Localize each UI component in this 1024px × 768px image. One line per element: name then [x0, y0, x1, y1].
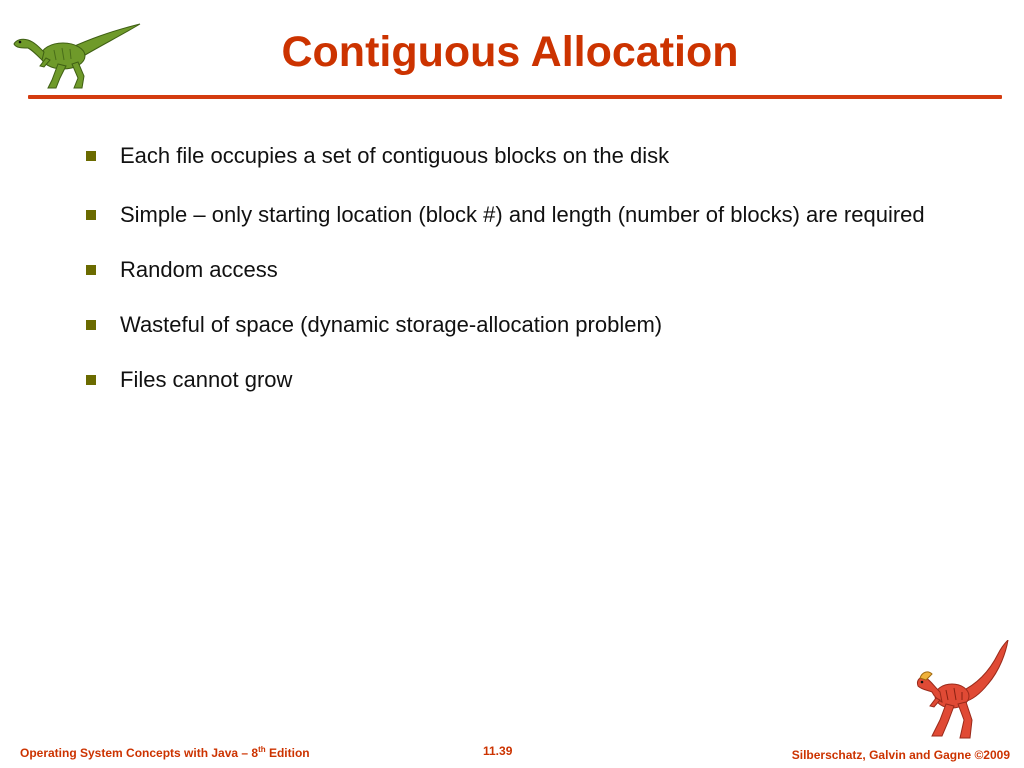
- bullet-text: Simple – only starting location (block #) and length (number of blocks) are required: [120, 202, 925, 227]
- slide-title: Contiguous Allocation: [281, 28, 739, 76]
- title-divider: [28, 95, 1002, 99]
- bullet-item: [84, 199, 944, 230]
- green-dinosaur-icon: [8, 18, 142, 92]
- square-bullet-icon: [86, 375, 96, 385]
- bullet-list: [84, 140, 944, 395]
- bullet-text: Each file occupies a set of contiguous blocks on the disk: [120, 143, 670, 168]
- footer-book-title-text: Operating System Concepts with Java – 8: [20, 746, 259, 760]
- bullet-item: [84, 309, 944, 340]
- square-bullet-icon: [86, 320, 96, 330]
- bullet-item: [84, 254, 944, 285]
- bullet-text: Random access: [120, 257, 278, 282]
- page-number: 11.39: [483, 744, 513, 758]
- footer-superscript: th: [258, 745, 266, 754]
- bullet-text: Wasteful of space (dynamic storage-allocation problem): [120, 312, 663, 337]
- bullet-text: Files cannot grow: [120, 367, 293, 392]
- red-dinosaur-icon: [902, 640, 1012, 744]
- bullet-item: [84, 140, 944, 171]
- square-bullet-icon: [86, 210, 96, 220]
- footer-edition-text: Edition: [265, 746, 310, 760]
- square-bullet-icon: [86, 151, 96, 161]
- bullet-item: [84, 364, 944, 395]
- square-bullet-icon: [86, 265, 96, 275]
- footer-book-title: [20, 746, 310, 760]
- footer-authors: Silberschatz, Galvin and Gagne ©2009: [791, 748, 1010, 762]
